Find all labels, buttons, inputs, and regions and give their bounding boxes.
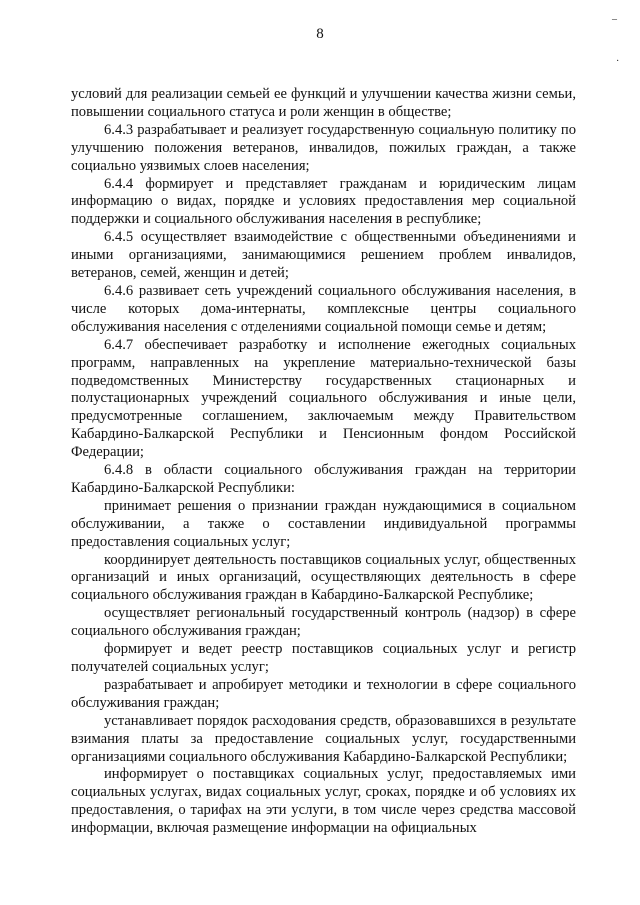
paragraph: принимает решения о признании граждан нуждающимися в социальном обслуживании, а также о составлении индивидуальной программы предоставления социальных услуг; <box>71 497 576 550</box>
paragraph: устанавливает порядок расходования средств, образовавшихся в результате взимания платы за предоставление социальных услуг, государственными организациями социального обслуживания Кабардино-Балкарской Республики; <box>71 712 576 765</box>
paragraph: 6.4.4 формирует и представляет гражданам и юридическим лицам информацию о видах, порядке и условиях предоставления мер социальной поддержки и социального обслуживания населения в республике; <box>71 175 576 228</box>
paragraph: осуществляет региональный государственный контроль (надзор) в сфере социального обслуживания граждан; <box>71 605 576 640</box>
paragraph: 6.4.6 развивает сеть учреждений социального обслуживания населения, в числе которых дома-интернаты, комплексные центры социального обслуживания населения с отделениями социальной помощи семье и детям; <box>71 282 576 335</box>
paragraph: 6.4.5 осуществляет взаимодействие с общественными объединениями и иными организациями, занимающимися решением проблем инвалидов, ветеранов, семей, женщин и детей; <box>71 229 576 282</box>
paragraph: условий для реализации семьей ее функций и улучшении качества жизни семьи, повышении социального статуса и роли женщин в обществе; <box>71 86 576 120</box>
paragraph: координирует деятельность поставщиков социальных услуг, общественных организаций и иных организаций, осуществляющих деятельность в сфере социального обслуживания граждан в Кабардино-Балкарской Республике; <box>71 551 576 604</box>
paragraph: 6.4.7 обеспечивает разработку и исполнение ежегодных социальных программ, направленных на укрепление материально-технической базы подведомственных Министерству государственных стационарных и полустационарных учреждений социального обслуживания и иные цели, предусмотренные соглашением, заключаемым между Правительством Кабардино-Балкарской Республики и Пенсионным фондом Российской Федерации; <box>71 336 576 461</box>
paragraph: формирует и ведет реестр поставщиков социальных услуг и регистр получателей социальных услуг; <box>71 641 576 675</box>
scan-mark-top: – <box>612 14 617 25</box>
paragraph: 6.4.3 разрабатывает и реализует государственную социальную политику по улучшению положения ветеранов, инвалидов, пожилых граждан, а также социально уязвимых слоев населения; <box>71 121 576 174</box>
paragraph: 6.4.8 в области социального обслуживания граждан на территории Кабардино-Балкарской Республики: <box>71 462 576 496</box>
document-body <box>71 86 576 838</box>
page-number: 8 <box>316 26 324 42</box>
scan-mark-side: · <box>616 56 620 67</box>
paragraph: информирует о поставщиках социальных услуг, предоставляемых ими социальных услугах, видах социальных услуг, сроках, порядке и об условиях их предоставления, о тарифах на эти услуги, в том числе через средства массовой информации, включая размещение информации на официальных <box>71 766 576 837</box>
paragraph: разрабатывает и апробирует методики и технологии в сфере социального обслуживания граждан; <box>71 676 576 711</box>
